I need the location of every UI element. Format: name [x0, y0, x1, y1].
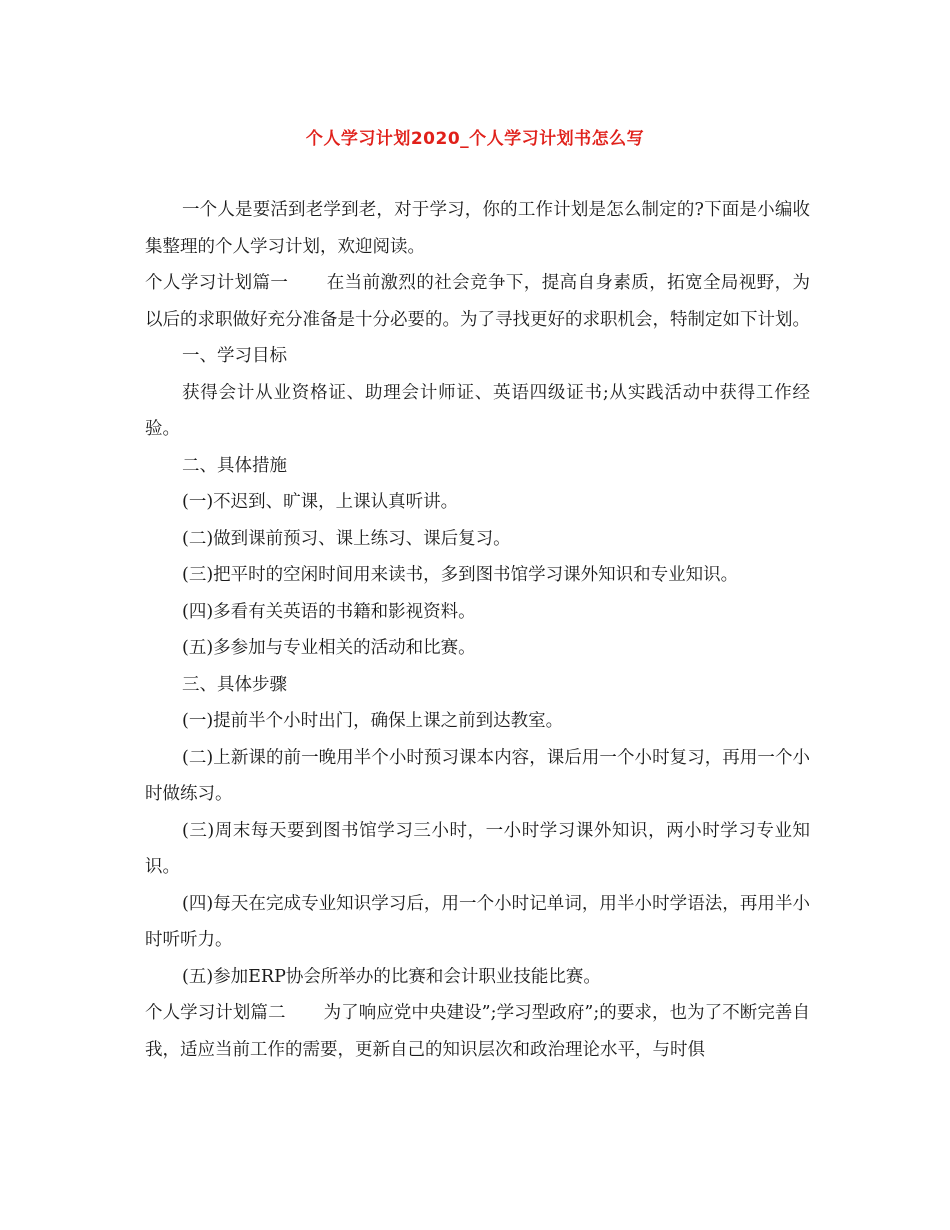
goal-text: 获得会计从业资格证、助理会计师证、英语四级证书;从实践活动中获得工作经验。	[145, 382, 810, 439]
part2-paragraph	[145, 995, 810, 1068]
measure-item: (三)把平时的空闲时间用来读书，多到图书馆学习课外知识和专业知识。	[182, 565, 739, 585]
measures-heading: 二、具体措施	[182, 455, 287, 476]
part2-heading: 个人学习计划篇二	[145, 1003, 286, 1023]
document-body	[145, 192, 810, 1068]
step-item: (一)提前半个小时出门，确保上课之前到达教室。	[182, 711, 564, 731]
part1-lead: 在当前激烈的社会竞争下，提高自身素质，拓宽全局视野，为以后的求职做好充分准备是十分必要的。为了寻找更好的求职机会，特制定如下计划。	[145, 273, 811, 330]
part1-paragraph	[145, 265, 810, 338]
measure-item: (二)做到课前预习、课上练习、课后复习。	[182, 528, 511, 549]
step-item: (五)参加ERP协会所举办的比赛和会计职业技能比赛。	[182, 966, 601, 987]
measure-item: (四)多看有关英语的书籍和影视资料。	[182, 601, 476, 622]
step-item: (三)周末每天要到图书馆学习三小时，一小时学习课外知识，两小时学习专业知识。	[145, 820, 810, 877]
steps-heading: 三、具体步骤	[182, 674, 287, 695]
measure-item: (五)多参加与专业相关的活动和比赛。	[182, 638, 476, 658]
part2-lead: 为了响应党中央建设”;学习型政府”;的要求，也为了不断完善自我，适应当前工作的需要，更新自己的知识层次和政治理论水平，与时俱	[145, 1003, 810, 1060]
step-item: (二)上新课的前一晚用半个小时预习课本内容，课后用一个小时复习，再用一个小时做练习。	[145, 747, 810, 804]
part1-heading: 个人学习计划篇一	[145, 273, 289, 293]
measure-item: (一)不迟到、旷课，上课认真听讲。	[182, 492, 459, 512]
intro-paragraph: 一个人是要活到老学到老，对于学习，你的工作计划是怎么制定的?下面是小编收集整理的个人学习计划，欢迎阅读。	[145, 200, 810, 257]
step-item: (四)每天在完成专业知识学习后，用一个小时记单词，用半小时学语法，再用半小时听听力。	[145, 893, 810, 950]
goal-heading: 一、学习目标	[182, 346, 287, 366]
document-title: 个人学习计划2020_个人学习计划书怎么写	[305, 129, 645, 149]
